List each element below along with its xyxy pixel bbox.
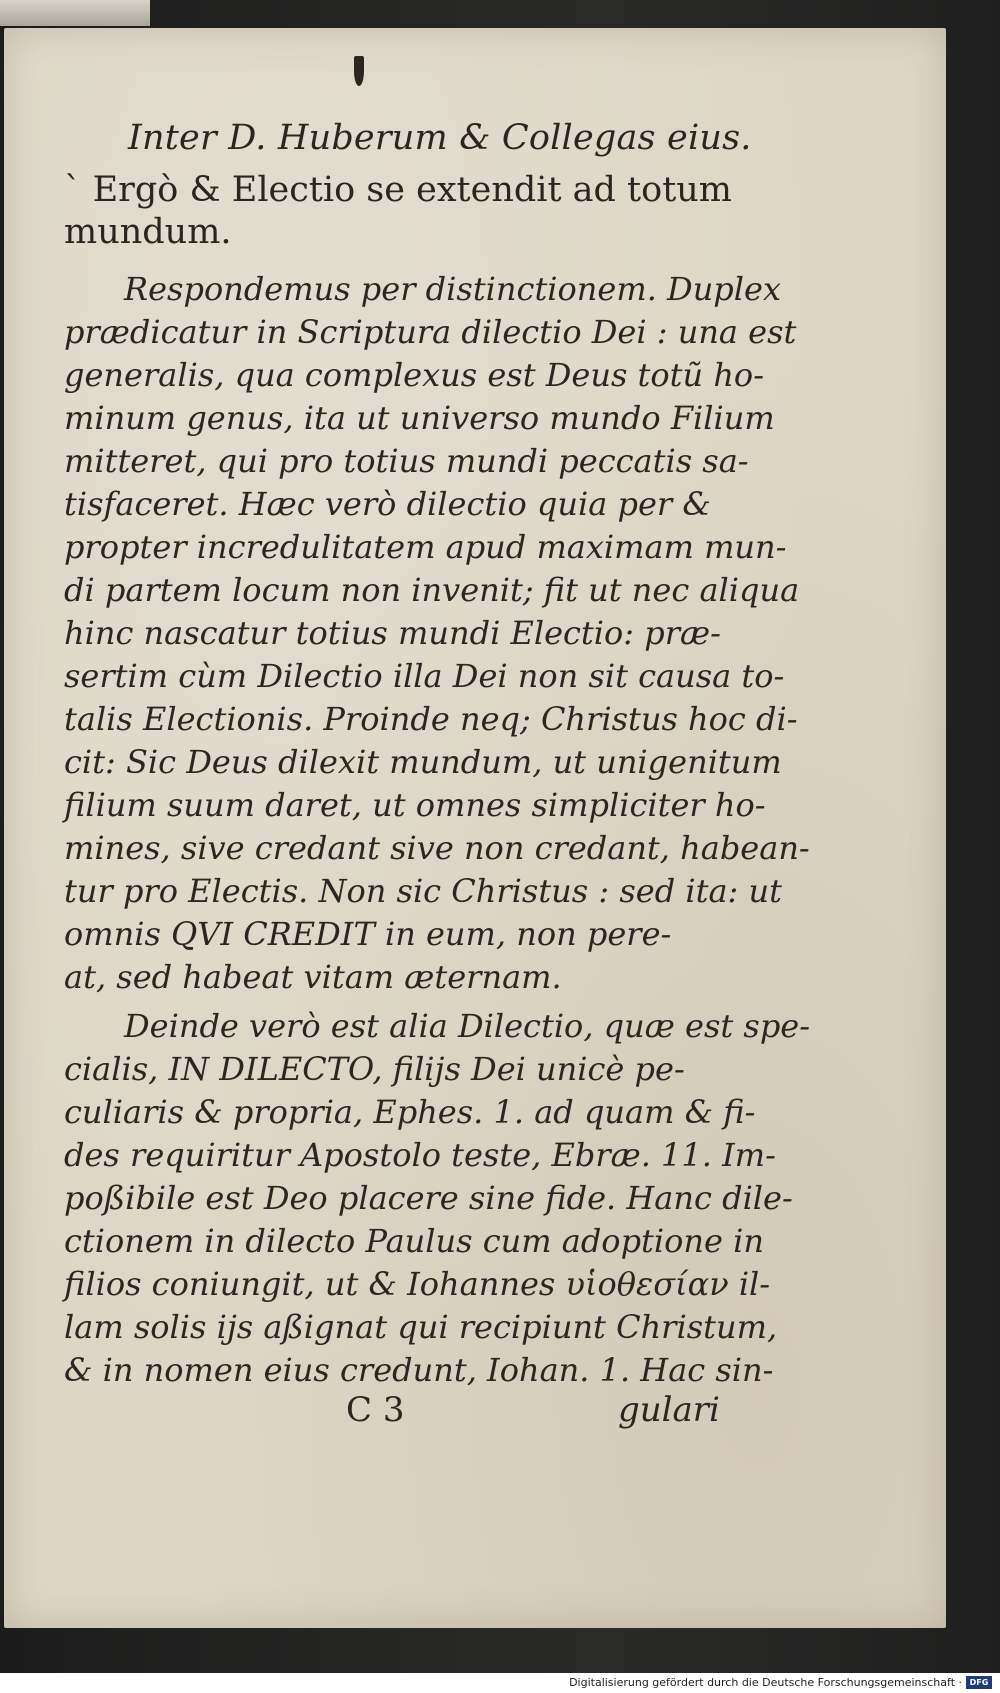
- text-line: & in nomen eius credunt, Iohan. 1. Hac sin-: [64, 1351, 774, 1389]
- catchword: gulari: [618, 1390, 720, 1430]
- adjacent-page-edge: [0, 0, 150, 26]
- text-line: mines, sive credant sive non credant, habean-: [64, 829, 810, 867]
- text-line: propter incredulitatem apud maximam mun-: [64, 528, 787, 566]
- text-line: omnis QVI CREDIT in eum, non pere-: [64, 915, 672, 953]
- text-line: talis Electionis. Proinde neq; Christus hoc di-: [64, 700, 798, 738]
- text-line: culiaris & propria, Ephes. 1. ad quam & fi-: [64, 1093, 756, 1131]
- intro-line-2: mundum.: [64, 212, 232, 252]
- footer-credit: Digitalisierung gefördert durch die Deutsche Forschungsgemeinschaft ·: [569, 1676, 962, 1689]
- text-line: prædicatur in Scriptura dilectio Dei : una est: [64, 313, 797, 351]
- text-line: cit: Sic Deus dilexit mundum, ut unigenitum: [64, 743, 782, 781]
- intro-line-1: ` Ergò & Electio se extendit ad totum: [64, 170, 732, 210]
- text-line: des requiritur Apostolo teste, Ebræ. 11. Im-: [64, 1136, 776, 1174]
- text-line: sertim cùm Dilectio illa Dei non sit causa to-: [64, 657, 785, 695]
- text-line: at, sed habeat vitam æternam.: [64, 958, 562, 996]
- text-line: cialis, IN DILECTO, filijs Dei unicè pe-: [64, 1050, 685, 1088]
- text-line: generalis, qua complexus est Deus totũ ho-: [64, 356, 764, 394]
- dfg-logo: DFG: [966, 1676, 992, 1689]
- ink-mark: [354, 56, 364, 86]
- text-line: filium suum daret, ut omnes simpliciter ho-: [64, 786, 766, 824]
- text-line: minum genus, ita ut universo mundo Filium: [64, 399, 775, 437]
- text-line: Respondemus per distinctionem. Duplex: [124, 270, 781, 308]
- text-line: hinc nascatur totius mundi Electio: præ-: [64, 614, 721, 652]
- text-line: lam solis ijs aßignat qui recipiunt Christum,: [64, 1308, 778, 1346]
- text-line: filios coniungit, ut & Iohannes υἱοθεσίαν il-: [64, 1265, 771, 1303]
- text-line: poßibile est Deo placere sine fide. Hanc dile-: [64, 1179, 793, 1217]
- text-line: di partem locum non invenit; fit ut nec aliqua: [64, 571, 800, 609]
- body-text: [64, 268, 811, 1392]
- text-line: mitteret, qui pro totius mundi peccatis sa-: [64, 442, 749, 480]
- text-line: ctionem in dilecto Paulus cum adoptione in: [64, 1222, 764, 1260]
- running-head: Inter D. Huberum & Collegas eius.: [128, 118, 752, 158]
- signature-mark: C 3: [346, 1390, 405, 1430]
- text-line: tur pro Electis. Non sic Christus : sed ita: ut: [64, 872, 782, 910]
- text-line: tisfaceret. Hæc verò dilectio quia per &: [64, 485, 711, 523]
- text-line: Deinde verò est alia Dilectio, quæ est spe-: [124, 1007, 811, 1045]
